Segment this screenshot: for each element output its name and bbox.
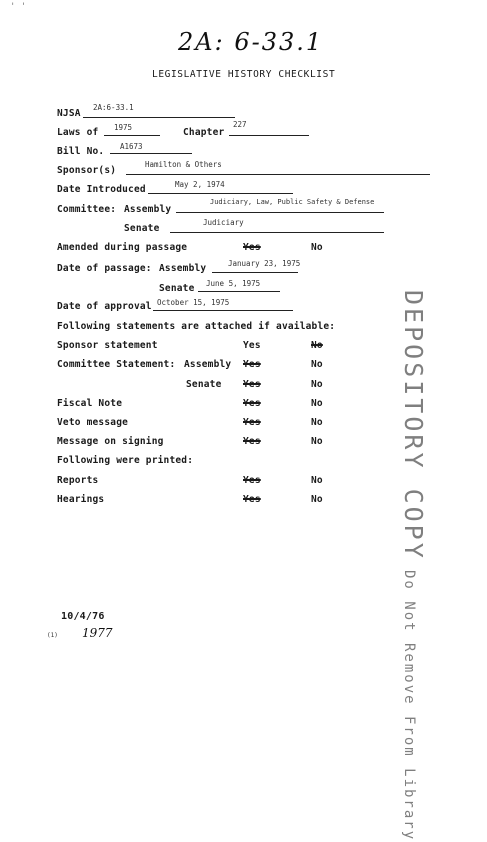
njsa-value: 2A:6-33.1 xyxy=(93,103,134,112)
passage-assembly-line xyxy=(212,272,298,273)
committee-assembly-label: Assembly xyxy=(124,204,172,215)
footer-date: 10/4/76 xyxy=(61,611,105,622)
footer-code: (1) xyxy=(47,632,58,639)
njsa-label: NJSA xyxy=(57,108,81,119)
chapter-line xyxy=(229,135,309,136)
sponsor-statement-label: Sponsor statement xyxy=(57,340,158,351)
committee-assembly-yes: Yes xyxy=(243,359,261,370)
date-passage-label: Date of passage: xyxy=(57,263,152,274)
committee-assembly-no: No xyxy=(311,359,323,370)
bill-value: A1673 xyxy=(120,142,143,151)
committee-statement-assembly-label: Assembly xyxy=(184,359,232,370)
committee-statement-label: Committee Statement: xyxy=(57,359,176,370)
sponsors-value: Hamilton & Others xyxy=(145,160,222,169)
chapter-label: Chapter xyxy=(183,127,225,138)
chapter-value: 227 xyxy=(233,120,247,129)
passage-assembly-value: January 23, 1975 xyxy=(228,259,301,268)
amended-label: Amended during passage xyxy=(57,242,188,253)
stamp-line-2: Do Not Remove From Library xyxy=(401,570,417,842)
amended-yes: Yes xyxy=(243,242,261,253)
bill-label: Bill No. xyxy=(57,146,105,157)
date-approval-line xyxy=(153,310,293,311)
date-approval-label: Date of approval xyxy=(57,301,152,312)
njsa-line xyxy=(83,117,235,118)
date-introduced-value: May 2, 1974 xyxy=(175,180,225,189)
stamp-line-1: DEPOSITORY COPY xyxy=(399,290,428,561)
fiscal-note-yes: Yes xyxy=(243,398,261,409)
printed-header: Following were printed: xyxy=(57,455,194,466)
sponsors-line xyxy=(126,174,430,175)
hearings-no: No xyxy=(311,494,323,505)
committee-assembly-line xyxy=(176,212,384,213)
committee-senate-no: No xyxy=(311,379,323,390)
passage-senate-line xyxy=(198,291,280,292)
reports-no: No xyxy=(311,475,323,486)
committee-assembly-value: Judiciary, Law, Public Safety & Defense xyxy=(210,198,375,206)
veto-message-no: No xyxy=(311,417,323,428)
message-signing-no: No xyxy=(311,436,323,447)
laws-of-line xyxy=(104,135,160,136)
hearings-label: Hearings xyxy=(57,494,105,505)
passage-senate-label: Senate xyxy=(159,283,195,294)
depository-stamp xyxy=(395,290,428,842)
fiscal-note-no: No xyxy=(311,398,323,409)
handwritten-title: 2A: 6-33.1 xyxy=(178,28,324,56)
message-signing-yes: Yes xyxy=(243,436,261,447)
laws-of-label: Laws of xyxy=(57,127,99,138)
statements-header: Following statements are attached if available: xyxy=(57,321,336,332)
reports-label: Reports xyxy=(57,475,99,486)
committee-senate-label: Senate xyxy=(124,223,160,234)
message-signing-label: Message on signing xyxy=(57,436,164,447)
sponsor-statement-yes: Yes xyxy=(243,340,261,351)
footer-year: 1977 xyxy=(82,626,113,640)
committee-label: Committee: xyxy=(57,204,117,215)
amended-no: No xyxy=(311,242,323,253)
bill-line xyxy=(110,153,192,154)
veto-message-yes: Yes xyxy=(243,417,261,428)
veto-message-label: Veto message xyxy=(57,417,129,428)
committee-senate-value: Judiciary xyxy=(203,218,244,227)
date-introduced-line xyxy=(148,193,293,194)
laws-of-value: 1975 xyxy=(114,123,133,132)
committee-senate-yes: Yes xyxy=(243,379,261,390)
passage-assembly-label: Assembly xyxy=(159,263,207,274)
date-approval-value: October 15, 1975 xyxy=(157,298,230,307)
sponsors-label: Sponsor(s) xyxy=(57,165,117,176)
page-title: LEGISLATIVE HISTORY CHECKLIST xyxy=(152,69,336,80)
fiscal-note-label: Fiscal Note xyxy=(57,398,123,409)
date-introduced-label: Date Introduced xyxy=(57,184,146,195)
corner-marks: ' ' xyxy=(10,2,27,12)
sponsor-statement-no: No xyxy=(311,340,323,351)
committee-statement-senate-label: Senate xyxy=(186,379,222,390)
hearings-yes: Yes xyxy=(243,494,261,505)
committee-senate-line xyxy=(170,232,384,233)
passage-senate-value: June 5, 1975 xyxy=(206,279,261,288)
reports-yes: Yes xyxy=(243,475,261,486)
